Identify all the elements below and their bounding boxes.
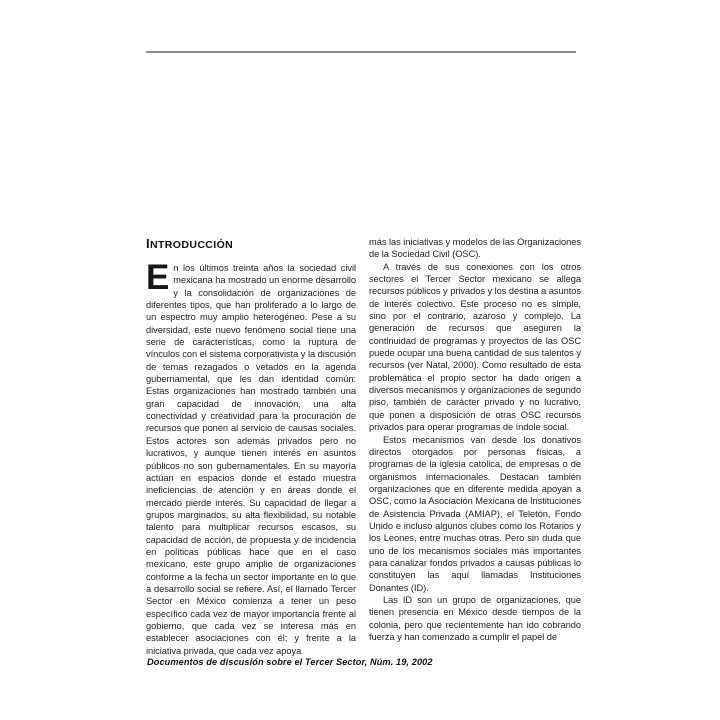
paragraph: más las iniciativas y modelos de las Organizaciones de la Sociedad Civil (OSC). [369, 237, 581, 260]
paragraph: Estos mecanismos van desde los donativos directos otorgados por personas físicas, a programas de la iglesia católica, de empresas o de organismos internacionales. Destacan también organizaciones que en diferente medida apoyan a OSC, como la Asociación Mexicana de Instituciones de Asistencia Privada (AMIAP), el Teletón, Fondo Unido e incluso algunos clubes como los Rotarios y los Leones, entre muchas otras. Pero sin duda que uno de los mecanismos sociales más importantes para canalizar fondos privados a causas públicas lo constituyen las aquí llamadas Instituciones Donantes (ID). [369, 434, 582, 593]
drop-cap: E [146, 258, 170, 297]
intro-paragraph-text: n los últimos treinta años la sociedad civil mexicana ha mostrado un enorme desarrollo y la consolidación de organizaciones de diferentes tipos, que han proliferado a lo largo de un espectro muy amplio heterogéneo. Pese a su diversidad, este nuevo fenómeno social tiene una serie de características, como la ruptura de vínculos con el sistema corporativista y la discusión de temas rezagados o vetados en la agenda gubernamental, que les dan identidad común: Estas organizaciones han mostrado también una gran capacidad de innovación, una alta conectividad y creatividad para la procuración de recursos que ponen al servicio de causas sociales. Estos actores son además privados pero no lucrativos, y aunque tienen interés en asuntos públicos no son gubernamentales. En su mayoría actúan en espacios donde el estado muestra ineficiencias de atención y en áreas donde el mercado pierde interés. Su capacidad de llegar a grupos marginados, su alta flexibilidad, su notable talento para multiplicar recursos escasos, su capacidad de acción, de propuesta y de incidencia en políticas públicas hace que en el caso mexicano, este grupo amplio de organizaciones conforme a la fecha un sector importante en lo que a desarrollo social se refiere. Así, el llamado Tercer Sector en México comienza a tener un peso específico cada vez de mayor importancia frente al gobierno, que cada vez se interesa más en establecer asociaciones con él; y frente a la iniciativa privada, que cada vez apoya [146, 263, 356, 656]
paragraph: A través de sus conexiones con los otros sectores el Tercer Sector mexicano se allega recursos públicos y privados y los destina a asuntos de interés colectivo. Este proceso no es simple, sino por el contrario, azaroso y complejo. La generación de recursos que aseguren la continuidad de programas y proyectos de las OSC puede ocupar una buena cantidad de sus talentos y recursos (ver Natal, 2000). Como resultado de esta problemática el propio sector ha dado origen a diversos mecanismos y organizaciones de segundo piso, también de carácter privado y no lucrativo, que ponen a disposición de otras OSC recursos privados para operar programas de índole social. [369, 261, 581, 433]
paragraph: Las ID son un grupo de organizaciones, que tienen presencia en México desde tiempos de la colonia, pero que recientemente han ido cobrando fuerza y han comenzado a cumplir el papel de [369, 594, 581, 642]
right-column [369, 236, 581, 657]
two-column-text [146, 236, 582, 657]
left-column [146, 236, 356, 657]
intro-paragraph [146, 258, 356, 657]
footer-citation: Documentos de discusión sobre el Tercer Sector, Núm. 19, 2002 [147, 657, 433, 667]
section-heading: INTRODUCCIÓN [146, 236, 234, 251]
header-rule [146, 51, 576, 53]
